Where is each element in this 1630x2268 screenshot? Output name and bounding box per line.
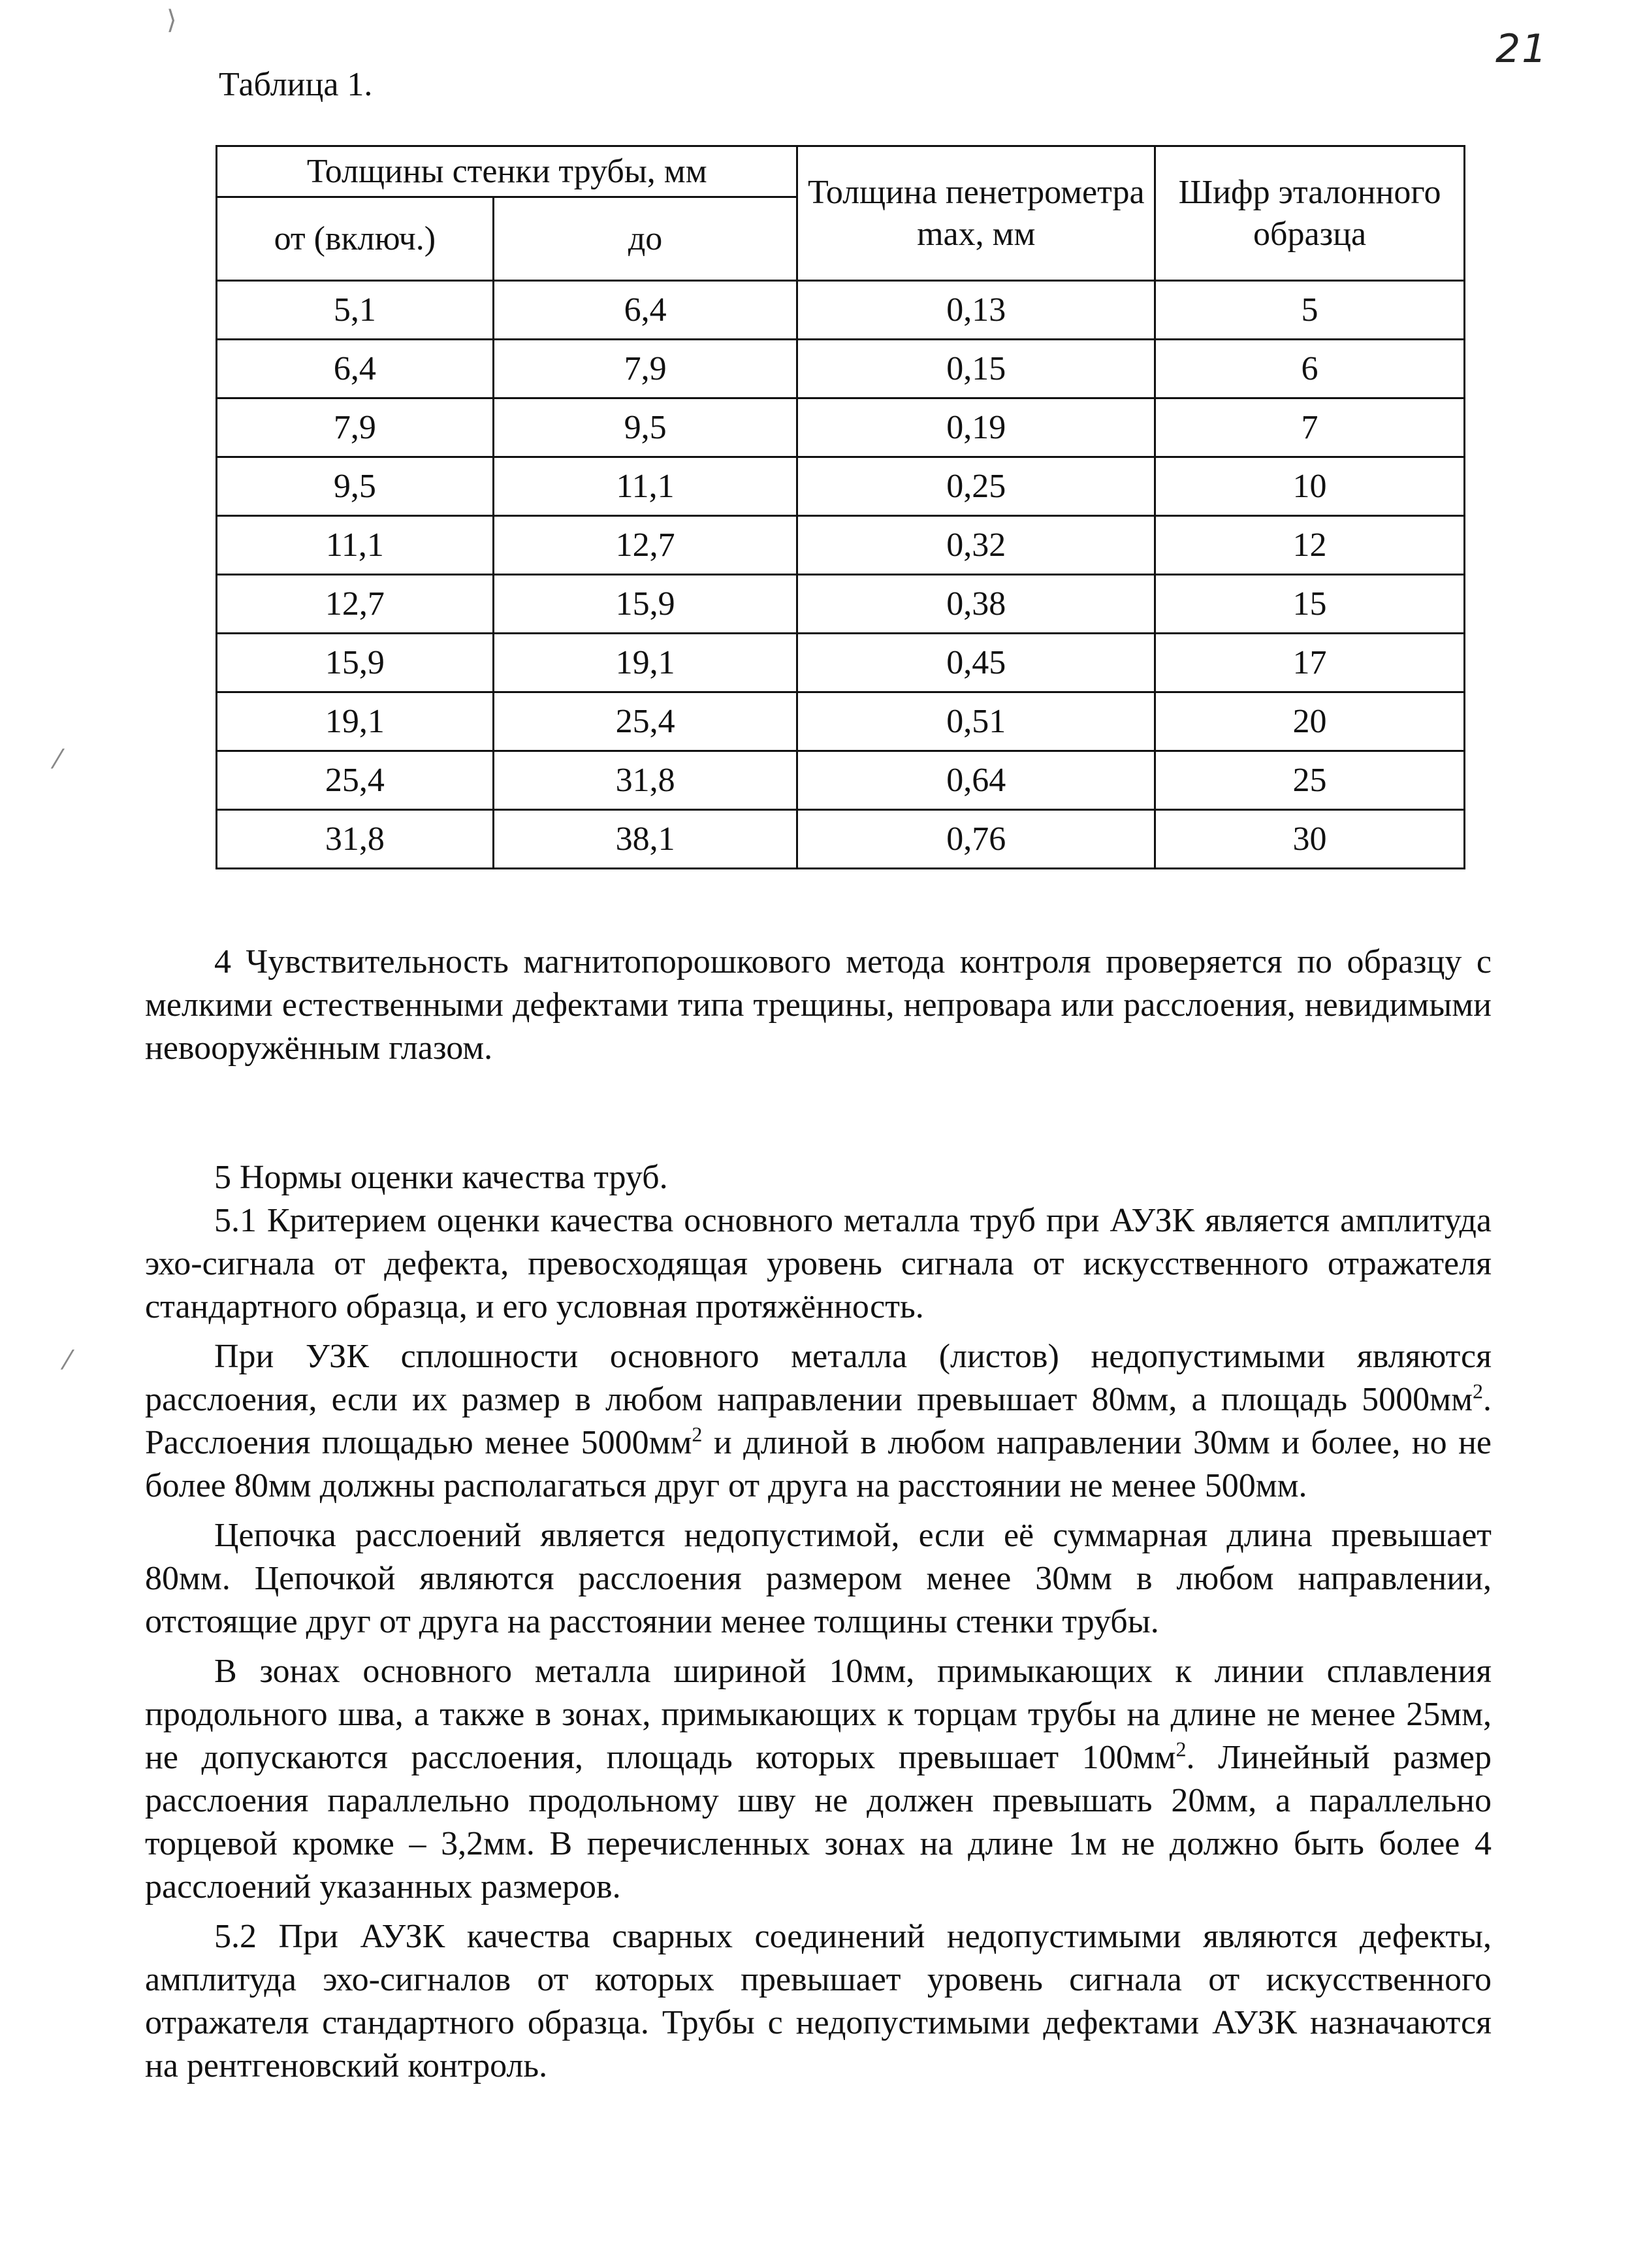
cell-from: 31,8 bbox=[217, 810, 494, 869]
cell-penetrometer: 0,25 bbox=[797, 457, 1155, 516]
cell-to: 7,9 bbox=[493, 340, 797, 398]
cell-penetrometer: 0,38 bbox=[797, 575, 1155, 634]
cell-to: 12,7 bbox=[493, 516, 797, 575]
cell-to: 38,1 bbox=[493, 810, 797, 869]
cell-from: 12,7 bbox=[217, 575, 494, 634]
cell-penetrometer: 0,64 bbox=[797, 751, 1155, 810]
cell-from: 6,4 bbox=[217, 340, 494, 398]
superscript-2: 2 bbox=[1473, 1379, 1483, 1403]
cell-to: 19,1 bbox=[493, 634, 797, 692]
cell-to: 15,9 bbox=[493, 575, 797, 634]
cell-penetrometer: 0,76 bbox=[797, 810, 1155, 869]
table-row bbox=[217, 575, 1465, 634]
zones-text-a: В зонах основного металла шириной 10мм, примыкающих к линии сплавления продольного шва, а также в зонах, примыкающих к торцам трубы на длине не менее 25мм, не допускаются расслоения, площадь которых превышает 100мм bbox=[145, 1653, 1492, 1776]
cell-to: 11,1 bbox=[493, 457, 797, 516]
header-penetrometer: Толщина пенетрометра max, мм bbox=[797, 146, 1155, 281]
uzk-text-b: . Расслоения площадью менее 5000мм bbox=[145, 1381, 1492, 1461]
header-code: Шифр эталонного образца bbox=[1155, 146, 1465, 281]
header-to: до bbox=[493, 197, 797, 281]
cell-from: 5,1 bbox=[217, 281, 494, 340]
cell-penetrometer: 0,15 bbox=[797, 340, 1155, 398]
cell-to: 9,5 bbox=[493, 398, 797, 457]
cell-to: 6,4 bbox=[493, 281, 797, 340]
cell-from: 9,5 bbox=[217, 457, 494, 516]
table-row bbox=[217, 692, 1465, 751]
cell-code: 12 bbox=[1155, 516, 1465, 575]
uzk-text-a: При УЗК сплошности основного металла (листов) недопустимыми являются расслоения, если их размер в любом направлении превышает 80мм, а площадь 5000мм bbox=[145, 1338, 1492, 1418]
superscript-2: 2 bbox=[1175, 1737, 1187, 1761]
cell-from: 7,9 bbox=[217, 398, 494, 457]
cell-code: 15 bbox=[1155, 575, 1465, 634]
cell-from: 19,1 bbox=[217, 692, 494, 751]
sensitivity-table bbox=[216, 145, 1465, 869]
paragraph-zones bbox=[145, 1650, 1492, 1909]
cell-code: 25 bbox=[1155, 751, 1465, 810]
table-row bbox=[217, 751, 1465, 810]
cell-code: 17 bbox=[1155, 634, 1465, 692]
cell-code: 7 bbox=[1155, 398, 1465, 457]
cell-from: 25,4 bbox=[217, 751, 494, 810]
cell-penetrometer: 0,32 bbox=[797, 516, 1155, 575]
table-row bbox=[217, 516, 1465, 575]
page-number: 21 bbox=[1495, 26, 1548, 72]
scan-artifact-mark: ⁄ bbox=[65, 1346, 70, 1376]
cell-code: 6 bbox=[1155, 340, 1465, 398]
superscript-2: 2 bbox=[692, 1422, 703, 1446]
section-4 bbox=[145, 941, 1492, 1070]
paragraph-chain: Цепочка расслоений является недопустимой, если её суммарная длина превышает 80мм. Цепочкой являются расслоения размером менее 30мм в любом направлении, отстоящие друг от друга на расстоянии менее толщины стенки трубы. bbox=[145, 1517, 1492, 1640]
cell-penetrometer: 0,51 bbox=[797, 692, 1155, 751]
paragraph-uzk-laminations bbox=[145, 1335, 1492, 1508]
cell-penetrometer: 0,19 bbox=[797, 398, 1155, 457]
table-row bbox=[217, 340, 1465, 398]
header-from: от (включ.) bbox=[217, 197, 494, 281]
scan-artifact-mark: ⁄ bbox=[56, 745, 60, 775]
table-row bbox=[217, 634, 1465, 692]
cell-code: 30 bbox=[1155, 810, 1465, 869]
paragraph-5-2: 5.2 При АУЗК качества сварных соединений недопустимыми являются дефекты, амплитуда эхо-сигналов от которых превышает уровень сигнала от искусственного отражателя стандартного образца. Трубы с недопустимыми дефектами АУЗК назначаются на рентгеновский контроль. bbox=[145, 1918, 1492, 2084]
cell-penetrometer: 0,45 bbox=[797, 634, 1155, 692]
cell-code: 5 bbox=[1155, 281, 1465, 340]
cell-from: 15,9 bbox=[217, 634, 494, 692]
table-caption: Таблица 1. bbox=[219, 66, 373, 103]
section-5-heading: 5 Нормы оценки качества труб. bbox=[214, 1159, 668, 1196]
section-4-paragraph: 4 Чувствительность магнитопорошкового метода контроля проверяется по образцу с мелкими естественными дефектами типа трещины, непровара или расслоения, невидимыми невооружённым глазом. bbox=[145, 943, 1492, 1067]
cell-code: 20 bbox=[1155, 692, 1465, 751]
table-row bbox=[217, 281, 1465, 340]
section-5 bbox=[145, 1156, 1492, 2088]
table-row bbox=[217, 398, 1465, 457]
cell-to: 31,8 bbox=[493, 751, 797, 810]
cell-from: 11,1 bbox=[217, 516, 494, 575]
table-row bbox=[217, 457, 1465, 516]
uzk-text-c: и длиной в любом направлении 30мм и более, но не более 80мм должны располагаться друг от друга на расстоянии не менее 500мм. bbox=[145, 1424, 1492, 1504]
table-row bbox=[217, 810, 1465, 869]
header-wall-thickness: Толщины стенки трубы, мм bbox=[217, 146, 797, 197]
zones-text-b: . Линейный размер расслоения параллельно продольному шву не должен превышать 20мм, а параллельно торцевой кромке – 3,2мм. В перечисленных зонах на длине 1м не должно быть более 4 расслоений указанных размеров. bbox=[145, 1739, 1492, 1905]
scan-artifact-mark: ⟩ bbox=[167, 5, 177, 35]
cell-penetrometer: 0,13 bbox=[797, 281, 1155, 340]
paragraph-5-1: 5.1 Критерием оценки качества основного металла труб при АУЗК является амплитуда эхо-сигнала от дефекта, превосходящая уровень сигнала от искусственного отражателя стандартного образца, и его условная протяжённость. bbox=[145, 1202, 1492, 1325]
cell-to: 25,4 bbox=[493, 692, 797, 751]
cell-code: 10 bbox=[1155, 457, 1465, 516]
